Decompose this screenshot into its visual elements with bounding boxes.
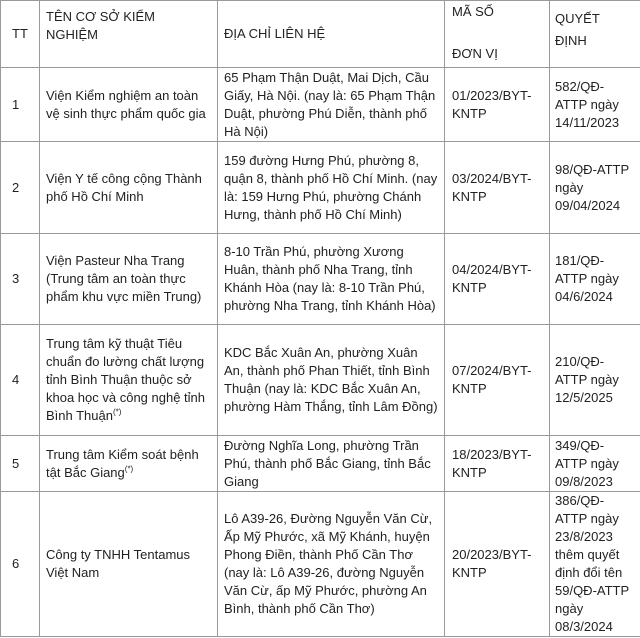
row-name-text: Viện Y tế công cộng Thành phố Hồ Chí Minh <box>46 170 202 204</box>
row-tt: 2 <box>1 142 40 234</box>
row-name <box>40 68 218 142</box>
row-name-note: (*) <box>124 464 134 474</box>
header-row <box>1 1 640 68</box>
row-name <box>40 234 218 325</box>
row-decision: 210/QĐ-ATTP ngày 12/5/2025 <box>550 325 640 436</box>
row-decision: 181/QĐ-ATTP ngày 04/6/2024 <box>550 234 640 325</box>
header-address: ĐỊA CHỈ LIÊN HỆ <box>218 1 445 68</box>
row-code: 07/2024/BYT-KNTP <box>445 325 550 436</box>
header-decision-line2: ĐỊNH <box>555 33 587 48</box>
header-decision <box>550 1 640 68</box>
row-name-note: (*) <box>112 407 122 417</box>
header-decision-line1: QUYẾT <box>555 11 600 26</box>
table-row <box>1 142 640 234</box>
row-address: 8-10 Trần Phú, phường Xương Huân, thành phố Nha Trang, tỉnh Khánh Hòa (nay là: 8-10 Trần Phú, phường Nha Trang, tỉnh Khánh Hòa) <box>218 234 445 325</box>
row-address: 65 Phạm Thận Duật, Mai Dịch, Cầu Giấy, Hà Nội. (nay là: 65 Phạm Thận Duật, phường Phú Diễn, thành phố Hà Nội) <box>218 68 445 142</box>
header-name-line2: NGHIỆM <box>46 27 98 42</box>
table-row <box>1 68 640 142</box>
row-tt: 5 <box>1 436 40 492</box>
row-decision: 98/QĐ-ATTP ngày 09/04/2024 <box>550 142 640 234</box>
row-decision: 349/QĐ-ATTP ngày 09/8/2023 <box>550 436 640 492</box>
header-tt: TT <box>1 1 40 68</box>
row-name-text: Viện Pasteur Nha Trang (Trung tâm an toàn thực phẩm khu vực miền Trung) <box>46 253 202 304</box>
row-decision: 582/QĐ-ATTP ngày 14/11/2023 <box>550 68 640 142</box>
table-row <box>1 234 640 325</box>
row-code: 18/2023/BYT-KNTP <box>445 436 550 492</box>
row-name-text: Công ty TNHH Tentamus Việt Nam <box>46 547 191 580</box>
row-tt: 1 <box>1 68 40 142</box>
header-name <box>40 1 218 68</box>
row-tt: 4 <box>1 325 40 436</box>
row-name <box>40 492 218 637</box>
row-name <box>40 325 218 436</box>
row-address: 159 đường Hưng Phú, phường 8, quận 8, thành phố Hồ Chí Minh. (nay là: 159 Hưng Phú, phường Chánh Hưng, thành phố Hồ Chí Minh) <box>218 142 445 234</box>
row-tt: 6 <box>1 492 40 637</box>
header-code-line1: MÃ SỐ <box>452 4 494 19</box>
row-name-text: Trung tâm Kiểm soát bệnh tật Bắc Giang <box>46 446 199 480</box>
header-code <box>445 1 550 68</box>
row-name-text: Viện Kiểm nghiệm an toàn vệ sinh thực phẩm quốc gia <box>46 87 206 121</box>
row-code: 04/2024/BYT-KNTP <box>445 234 550 325</box>
row-code: 20/2023/BYT-KNTP <box>445 492 550 637</box>
row-address: Đường Nghĩa Long, phường Trần Phú, thành phố Bắc Giang, tỉnh Bắc Giang <box>218 436 445 492</box>
table-row <box>1 492 640 637</box>
header-name-line1: TÊN CƠ SỞ KIỂM <box>46 9 155 24</box>
row-address: Lô A39-26, Đường Nguyễn Văn Cừ, Ấp Mỹ Phước, xã Mỹ Khánh, huyện Phong Điền, thành Phố Cần Thơ (nay là: Lô A39-26, đường Nguyễn Văn Cừ, ấp Mỹ Phước, phường An Bình, thành phố Cần Thơ) <box>218 492 445 637</box>
row-address: KDC Bắc Xuân An, phường Xuân An, thành phố Phan Thiết, tỉnh Bình Thuận (nay là: KDC Bắc Xuân An, phường Hàm Thắng, tỉnh Lâm Đồng) <box>218 325 445 436</box>
row-code: 01/2023/BYT-KNTP <box>445 68 550 142</box>
table-row <box>1 436 640 492</box>
row-name-text: Trung tâm kỹ thuật Tiêu chuẩn đo lường chất lượng tỉnh Bình Thuận thuộc sở khoa học và công nghệ tỉnh Bình Thuận <box>46 336 206 423</box>
row-decision: 386/QĐ-ATTP ngày 23/8/2023 thêm quyết định đổi tên 59/QĐ-ATTP ngày 08/3/2024 <box>550 492 640 637</box>
row-name <box>40 142 218 234</box>
row-name <box>40 436 218 492</box>
row-tt: 3 <box>1 234 40 325</box>
table-row <box>1 325 640 436</box>
row-code: 03/2024/BYT-KNTP <box>445 142 550 234</box>
header-code-line2: ĐƠN VỊ <box>452 46 498 61</box>
